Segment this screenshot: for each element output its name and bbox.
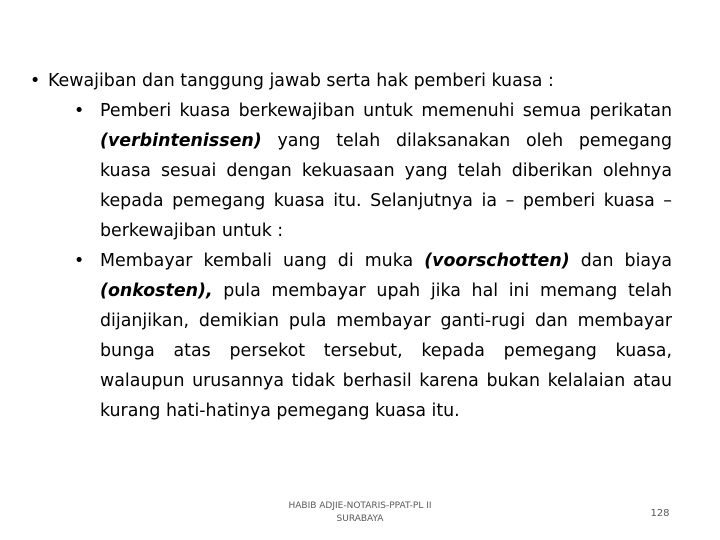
paragraph-text: yang telah dilaksanakan oleh pemegang kuasa sesuai dengan kekuasaan yang telah diberikan olehnya kepada pemegang kuasa itu. Selanjutnya ia – pemberi kuasa – berkewajiban untuk : [100, 131, 672, 241]
heading-bullet-item [30, 66, 688, 96]
paragraph-text: pula membayar upah jika hal ini memang telah dijanjikan, demikian pula membayar ganti-rugi dan membayar bunga atas persekot tersebut, kepada pemegang kuasa, walaupun urusannya tidak berhasil karena bukan kelalaian atau kurang hati-hatinya pemegang kuasa itu. [100, 281, 672, 421]
paragraph-text: Pemberi kuasa berkewajiban untuk memenuhi semua perikatan [100, 101, 672, 121]
bullet-icon: • [74, 101, 85, 121]
emphasized-term: (verbintenissen) [100, 131, 262, 151]
bullet-icon: • [30, 71, 41, 91]
footer-line-1: HABIB ADJIE-NOTARIS-PPAT-PL II [288, 501, 432, 511]
sub-bullet-item-1 [74, 96, 672, 246]
emphasized-term: (voorschotten) [424, 251, 570, 271]
bullet-icon: • [74, 251, 85, 271]
footer-line-2: SURABAYA [336, 514, 384, 524]
page-number: 128 [650, 508, 670, 519]
emphasized-term: (onkosten), [100, 281, 213, 301]
paragraph-text: dan biaya [569, 251, 672, 271]
sub-bullet-item-2 [74, 246, 672, 426]
heading-text: Kewajiban dan tanggung jawab serta hak pemberi kuasa : [48, 71, 554, 91]
footer-author [260, 500, 460, 526]
paragraph-text: Membayar kembali uang di muka [100, 251, 425, 271]
